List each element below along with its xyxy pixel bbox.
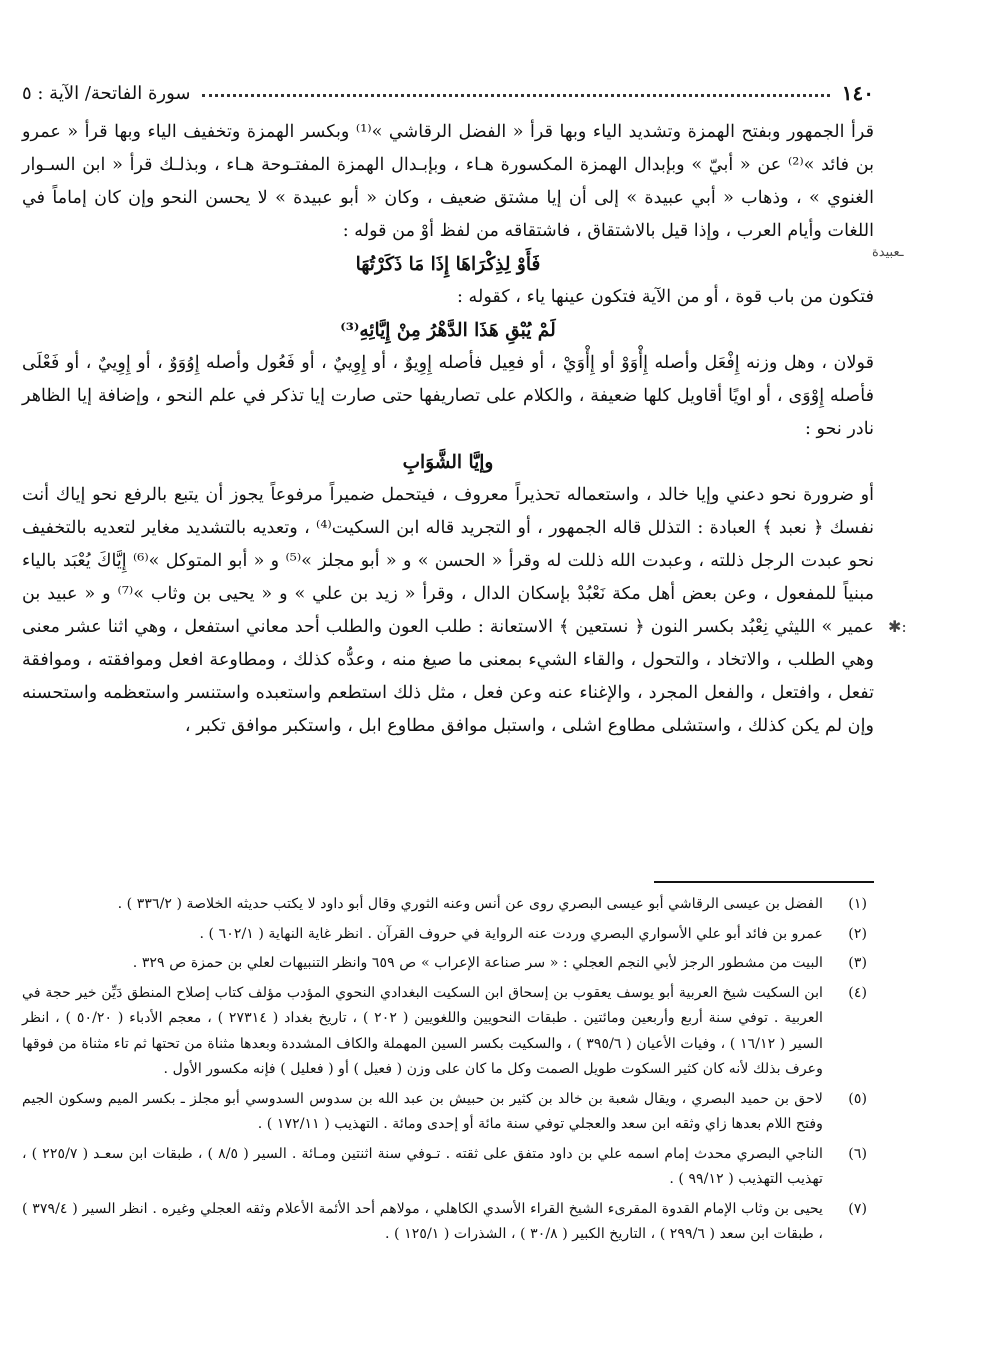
footnote-number: (٦) xyxy=(848,1145,867,1162)
footnotes xyxy=(22,892,867,1252)
paragraph-2: فتكون من باب قوة ، أو من الآية فتكون عينها ياء ، كقوله : xyxy=(457,287,874,307)
footnote-separator xyxy=(654,881,874,883)
footnote-text: الناجي البصري محدث إمام اسمه علي بن داود متفق على ثقته . تـوفي سنة اثنتين ومـائة . السير ( ٨/٥ ) ، طبقات ابن سعـد ( ٢٢٥/٧ ) ، تهذيب التهذيب ( ٩٩/١٢ ) . xyxy=(22,1145,823,1187)
footnote xyxy=(22,1087,867,1138)
footnote-text: لاحق بن حميد البصري ، ويقال شعبة بن خالد بن كثير بن حبيش بن عبد الله بن سدوس السدوسي أبو مجلز ـ بكسر الميم وسكون الجيم وفتح اللام بعدها زاي وثقه ابن سعد والعجلي توفي سنة مائة أو إحدى ومائة . التهذيب ( ١٧٢/١١ ) . xyxy=(22,1090,823,1132)
footnote-text: الفضل بن عيسى الرقاشي أبو عيسى البصري روى عن أنس وعنه الثوري وقال أبو داود لا يكتب حديثه الخلاصة ( ٣٣٦/٢ ) . xyxy=(117,896,823,912)
footnote xyxy=(22,981,867,1083)
footnote xyxy=(22,1142,867,1193)
paragraph-1: قرأ الجمهور وبفتح الهمزة وتشديد الياء وبها قرأ « الفضل الرقاشي »⁽¹⁾ وبكسر الهمزة وتخفيف الياء وبها قرأ « عمرو بن فائد »⁽²⁾ عن « أبيّ » وبإبدال الهمزة المكسورة هـاء ، وبإبـدال الهمزة المفتـوحة هـاء ، وبذلـك قرأ « ابن السـوار الغنوي » ، وذهاب « أبي عبيدة » إلى أن إيا مشتق ضعيف ، وكان « أبو عبيدة » لا يحسن النحو وإن كان إماماً في اللغات وأيام العرب ، وإذا قيل بالاشتقاق ، فاشتقاقه من لفظ أوْ من قوله : xyxy=(22,122,875,241)
footnote-text: عمرو بن فائد أبو علي الأسواري البصري وردت عنه الرواية في حروف القرآن . انظر غاية النهاية ( ٦٠٢/١ ) . xyxy=(199,925,823,942)
footnote-number: (١) xyxy=(848,896,867,912)
page-number: ١٤٠ xyxy=(841,81,874,105)
verse-2: لَمْ يُبْقِ هَذَا الدَّهْرُ مِنْ إِيَّائِهِ⁽³⁾ xyxy=(340,320,556,341)
verse-3: وإيَّا الشَّوَابِ xyxy=(402,452,494,473)
page-header xyxy=(22,78,874,108)
margin-note: ـعبيدة xyxy=(872,245,904,260)
footnote-number: (٥) xyxy=(848,1090,867,1107)
margin-mark: ✱: xyxy=(888,617,907,636)
footnote-number: (٣) xyxy=(848,955,867,971)
footnote-number: (٧) xyxy=(848,1200,867,1217)
footnote-number: (٢) xyxy=(848,925,867,942)
header-dotted-leader xyxy=(202,94,829,97)
verse-1: فَأَوْ لِذِكْرَاهَا إِذَا مَا ذَكَرْتُهَا xyxy=(355,254,541,275)
footnote xyxy=(22,922,867,948)
footnote xyxy=(22,1197,867,1248)
paragraph-3: قولان ، وهل وزنه إِفْعَل وأصله إِأْوَوْ أو إِأْوَيْ ، أو فعِيل فأصله إِوِيوٌ ، أو إِوِييٌ ، أو فَعُول وأصله إِوُوَوٌ ، أو إِوِييٌ ، أو فَعْلَى فأصله إِوْوَى ، أو اويًا أقاويل كلها ضعيفة ، والكلام على تصاريفها حتى صارت إيا تذكر في علم النحو ، وإضافة إيا الظاهر نادر نحو : xyxy=(22,353,874,439)
footnote xyxy=(22,951,867,977)
footnote-text: البيت من مشطور الرجز لأبي النجم العجلي : « سر صناعة الإعراب » ص ٦٥٩ وانظر التنبيهات لعلي بن حمزة ص ٣٢٩ . xyxy=(132,955,823,971)
main-text xyxy=(22,116,874,743)
footnote-text: ابن السكيت شيخ العربية أبو يوسف يعقوب بن إسحاق ابن السكيت البغدادي النحوي المؤدب مؤلف كتاب إصلاح المنطق دَيِّن خير حجة في العربية . توفي سنة أربع وأربعين ومائتين . طبقات النحويين واللغويين ( ٢٠٢ ) ، تاريخ بغداد ( ٢٧٣١٤ ) ، معجم الأدباء ( ٥٠/٢٠ ) ، انظر السير ( ١٦/١٢ ) ، وفيات الأعيان ( ٣٩٥/٦ ) ، والسكيت بكسر السين المهملة والكاف المشددة وبعدها مثناة من تحتها ثم تاء مثناة من فوقها وعرف بذلك لأنه كان كثير السكوت طويل الصمت وكل ما كان على وزن ( فعيل ) أو ( فعليل ) فإنه مكسور الأول . xyxy=(22,984,823,1077)
surah-title: سورة الفاتحة/ الآية : ٥ xyxy=(22,82,191,104)
footnote-number: (٤) xyxy=(848,984,867,1001)
footnote-text: يحيى بن وثاب الإمام القدوة المقرىء الشيخ القراء الأسدي الكاهلي ، مولاهم أحد الأئمة الأعلام وثقه العجلي وغيره . انظر السير ( ٣٧٩/٤ ) ، طبقات ابن سعد ( ٢٩٩/٦ ) ، التاريخ الكبير ( ٣٠/٨ ) ، الشذرات ( ١٢٥/١ ) . xyxy=(22,1200,824,1242)
paragraph-4: أو ضرورة نحو دعني وإيا خالد ، واستعماله تحذيراً معروف ، فيتحمل ضميراً مرفوعاً يجوز أن يتبع بالرفع نحو إياك أنت نفسك ﴿ نعبد ﴾ العبادة : التذلل قاله الجمهور ، أو التجريد قاله ابن السكيت⁽⁴⁾ ، وتعديه بالتشديد مغاير لتعديه بالتخفيف نحو عبدت الرجل ذللته ، وعبدت الله ذللت له وقرأ « الحسن » و « أبو مجلز »⁽⁵⁾ و « أبو المتوكل »⁽⁶⁾ إِيَّاكَ يُعْبَد بالياء مبنياً للمفعول ، وعن بعض أهل مكة نَعْبُدْ بإسكان الدال ، وقرأ « زيد بن علي » و « يحيى بن وثاب »⁽⁷⁾ و « عبيد بن عمير » الليثي نِعْبُد بكسر النون ﴿ نستعين ﴾ الاستعانة : طلب العون والطلب أحد معاني استفعل ، وهي اثنا عشر معنى وهي الطلب ، والاتخاد ، والتحول ، والقاء الشيء بمعنى ما صيغ منه ، وعدُّه كذلك ، ومطاوعة افعل وموافقته ، وموافقة تفعل ، وافتعل ، والفعل المجرد ، والإغناء عنه وعن فعل ، مثل ذلك استطعم واستعبده واستنسر واستعظمه واستحسنه وإن لم يكن كذلك ، واستشلى مطاوع اشلى ، واستبل موافق مطاوع ابل ، واستكبر موافق تكبر ، xyxy=(22,485,874,736)
footnote xyxy=(22,892,867,918)
